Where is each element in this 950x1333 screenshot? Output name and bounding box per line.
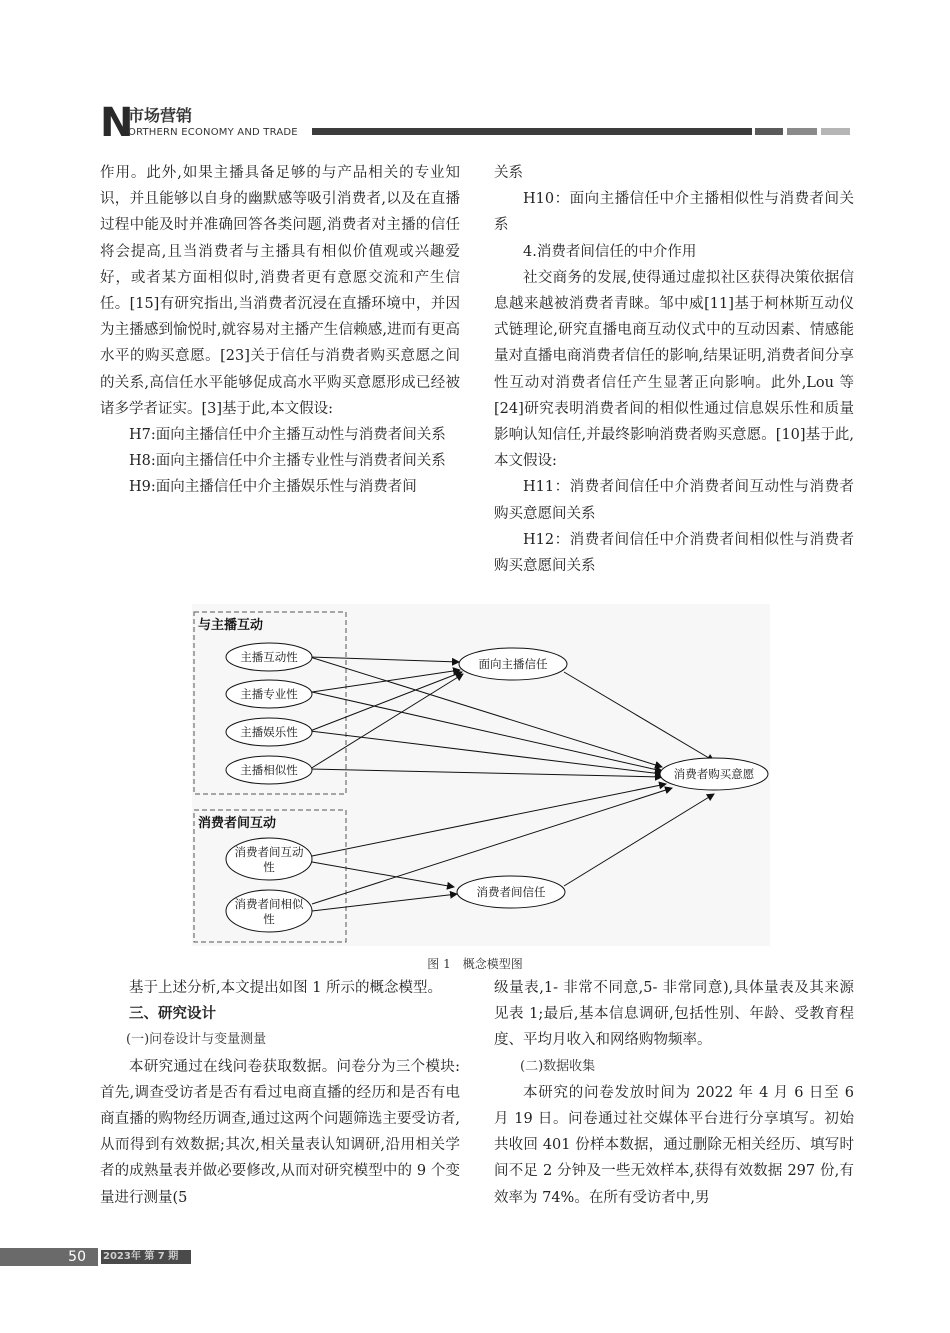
paragraph: 社交商务的发展,使得通过虚拟社区获得决策依据信息越来越被消费者青睐。邹中威[11]基于柯林斯互动仪式链理论,研究直播电商互动仪式中的互动因素、情感能量对直播电商消费者信任的影响,结果证明,消费者间分享性互动对消费者信任产生显著正向影响。此外,Lou 等[24]研究表明消费者间的相似性通过信息娱乐性和质量影响认知信任,并最终影响消费者购买意愿。[10]基于此,本文假设: (494, 269, 854, 470)
node-label: 主播互动性 (240, 650, 298, 664)
header-rule-block (787, 128, 817, 135)
hypothesis-h7: H7:面向主播信任中介主播互动性与消费者间关系 (129, 427, 446, 444)
paragraph: 关系 (494, 165, 523, 181)
node-label: 主播娱乐性 (240, 725, 298, 739)
node-label: 消费者间信任 (476, 885, 546, 899)
node-label: 主播专业性 (240, 687, 298, 701)
header-rule (312, 128, 752, 135)
left-column-upper (100, 160, 460, 501)
concept-model-diagram (192, 604, 770, 946)
node-label: 消费者购买意愿 (673, 767, 755, 781)
issue-label: 2023年 第 7 期 (101, 1250, 191, 1264)
group-title-consumer: 消费者间互动 (198, 816, 277, 831)
paragraph: 本研究通过在线问卷获取数据。问卷分为三个模块:首先,调查受访者是否有看过电商直播的经历和是否有电商直播的购物经历调查,通过这两个问题筛选主要受访者,从而得到有效数据;其次,相关量表认知调研,沿用相关学者的成熟量表并做必要修改,从而对研究模型中的 9 个变量进行测量(5 (100, 1058, 460, 1206)
paragraph: 级量表,1- 非常不同意,5- 非常同意),具体量表及其来源见表 1;最后,基本信息调研,包括性别、年龄、受教育程度、平均月收入和网络购物频率。 (494, 980, 854, 1049)
group-title-anchor: 与主播互动 (198, 618, 264, 633)
journal-subtitle: ORTHERN ECONOMY AND TRADE (128, 127, 298, 138)
paragraph: 本研究的问卷发放时间为 2022 年 4 月 6 日至 6 月 19 日。问卷通过社交媒体平台进行分享填写。初始共收回 401 份样本数据，通过删除无相关经历、填写时间不足 2 分钟及一些无效样本,获得有效数据 297 份,有效率为 74%。在所有受访者中,男 (494, 1084, 854, 1206)
node-label: 消费者间相似 (234, 897, 304, 911)
subsection-heading: (二)数据收集 (520, 1058, 596, 1074)
hypothesis-h10: H10：面向主播信任中介主播相似性与消费者间关系 (494, 191, 854, 234)
hypothesis-h11: H11：消费者间信任中介消费者间互动性与消费者购买意愿间关系 (494, 479, 854, 522)
figure-caption: 图 1 概念模型图 (427, 957, 523, 971)
page-number-text: 50 (68, 1249, 86, 1265)
node-label: 主播相似性 (240, 763, 298, 777)
page-number (0, 1248, 98, 1266)
right-column-lower (494, 975, 854, 1211)
node-label: 性 (263, 912, 275, 926)
journal-section-title: 市场营销 (128, 106, 193, 125)
hypothesis-h12: H12：消费者间信任中介消费者间相似性与消费者购买意愿间关系 (494, 531, 854, 575)
subsection-heading: (一)问卷设计与变量测量 (126, 1032, 267, 1048)
node-label: 面向主播信任 (478, 657, 548, 671)
hypothesis-h9: H9:面向主播信任中介主播娱乐性与消费者间 (129, 479, 417, 496)
header-rule-block (755, 128, 783, 135)
subsection-heading: 4.消费者间信任的中介作用 (523, 243, 697, 260)
header-rule-block (821, 128, 850, 135)
left-column-lower (100, 975, 460, 1211)
node-label: 消费者间互动 (234, 845, 304, 859)
journal-logo-letter: N (100, 100, 134, 146)
paragraph: 作用。此外,如果主播具备足够的与产品相关的专业知识，并且能够以自身的幽默感等吸引消费者,以及在直播过程中能及时并准确回答各类问题,消费者对主播的信任将会提高,且当消费者与主播具有相似价值观或兴趣爱好，或者某方面相似时,消费者更有意愿交流和产生信任。[15]有研究指出,当消费者沉浸在直播环境中，并因为主播感到愉悦时,就容易对主播产生信赖感,进而有更高水平的购买意愿。[23]关于信任与消费者购买意愿之间的关系,高信任水平能够促成高水平购买意愿形成已经被诸多学者证实。[3]基于此,本文假设: (100, 165, 460, 417)
section-heading: 三、研究设计 (129, 1006, 216, 1023)
node-label: 性 (263, 860, 275, 874)
paragraph: 基于上述分析,本文提出如图 1 所示的概念模型。 (129, 980, 443, 996)
hypothesis-h8: H8:面向主播信任中介主播专业性与消费者间关系 (129, 453, 446, 470)
right-column-upper (494, 160, 854, 579)
